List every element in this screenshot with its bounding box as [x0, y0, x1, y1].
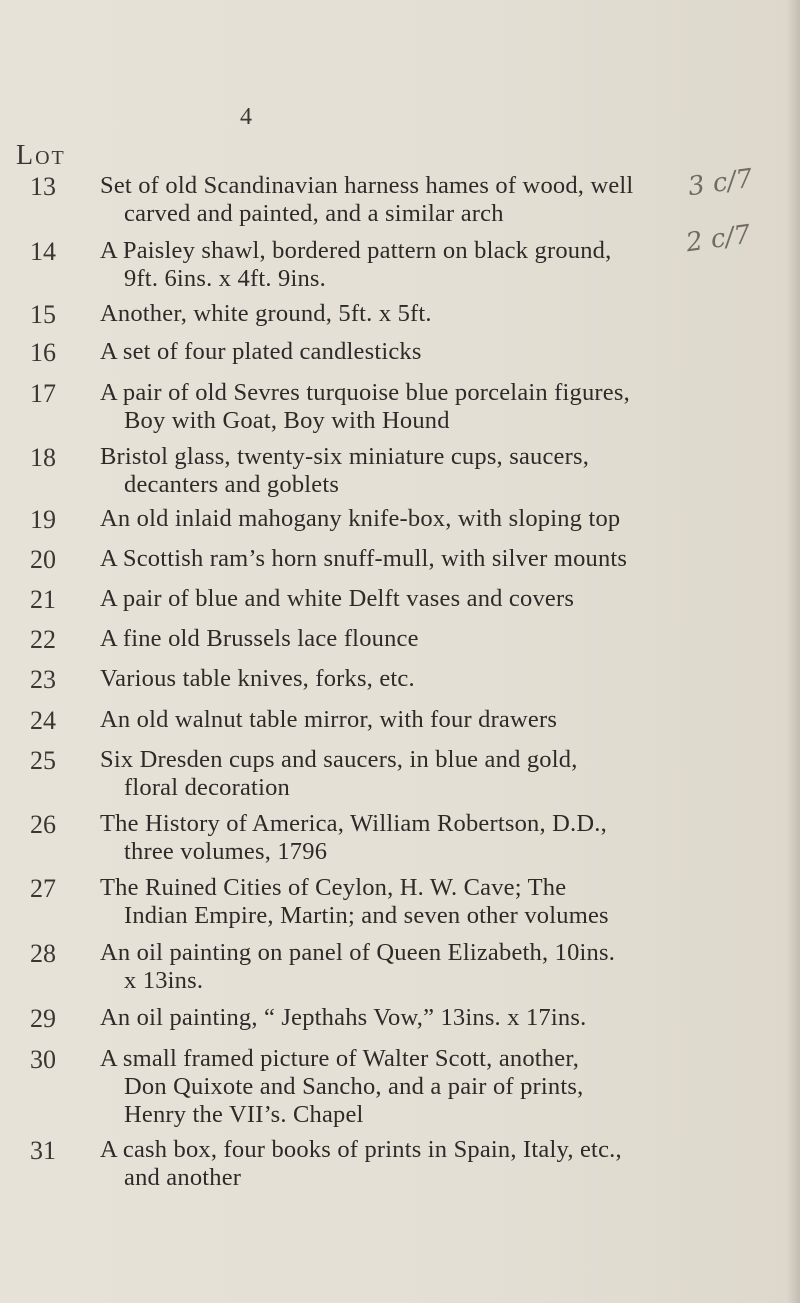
lot-description-line: A set of four plated candlesticks — [100, 338, 422, 365]
lot-number: 19 — [30, 505, 56, 534]
lot-number: 27 — [30, 874, 56, 903]
lot-description — [100, 585, 700, 613]
lot-number: 20 — [30, 545, 56, 574]
lot-description-line: 9ft. 6ins. x 4ft. 9ins. — [124, 265, 326, 292]
lot-description-line: A pair of old Sevres turquoise blue porcelain figures, — [100, 379, 630, 406]
lot-number: 30 — [30, 1045, 56, 1074]
page-edge-shadow — [786, 0, 800, 1303]
lot-number: 31 — [30, 1136, 56, 1165]
lot-description — [100, 810, 700, 866]
lot-description-line: An old walnut table mirror, with four drawers — [100, 706, 558, 733]
lot-number: 24 — [30, 706, 56, 735]
lot-description-line: floral decoration — [124, 774, 290, 801]
lot-description — [100, 379, 700, 435]
lot-description — [100, 1136, 700, 1192]
lot-number: 18 — [30, 443, 56, 472]
lot-description — [100, 1045, 700, 1129]
lot-description — [100, 939, 700, 995]
lot-description — [100, 545, 700, 573]
lot-description-line: An oil painting, “ Jepthahs Vow,” 13ins. x 17ins. — [100, 1004, 587, 1031]
lot-description-line: An oil painting on panel of Queen Elizabeth, 10ins. — [100, 939, 616, 966]
lot-description-line: Indian Empire, Martin; and seven other volumes — [124, 902, 609, 929]
lot-description-line: Set of old Scandinavian harness hames of wood, well — [100, 172, 634, 199]
lot-number: 28 — [30, 939, 56, 968]
lot-description-line: Henry the VII’s. Chapel — [124, 1101, 364, 1128]
lot-description — [100, 172, 700, 228]
lot-description-line: x 13ins. — [124, 967, 204, 994]
lot-description — [100, 338, 700, 366]
lot-description-line: three volumes, 1796 — [124, 838, 328, 865]
lot-description-line: Don Quixote and Sancho, and a pair of prints, — [124, 1073, 584, 1100]
lot-description-line: Six Dresden cups and saucers, in blue and gold, — [100, 746, 578, 773]
lot-description — [100, 665, 700, 693]
lot-description-line: An old inlaid mahogany knife-box, with sloping top — [100, 505, 621, 532]
lot-description-line: A Paisley shawl, bordered pattern on black ground, — [100, 237, 612, 264]
lot-description — [100, 1004, 700, 1032]
lot-description-line: A small framed picture of Walter Scott, another, — [100, 1045, 580, 1072]
lot-description — [100, 505, 700, 533]
lot-number: 26 — [30, 810, 56, 839]
lot-number: 16 — [30, 338, 56, 367]
lot-description-line: Another, white ground, 5ft. x 5ft. — [100, 300, 432, 327]
lot-number: 17 — [30, 379, 56, 408]
lot-description-line: Bristol glass, twenty-six miniature cups, saucers, — [100, 443, 590, 470]
lot-number: 23 — [30, 665, 56, 694]
lot-column-heading: Lot — [16, 140, 66, 171]
lot-description-line: Various table knives, forks, etc. — [100, 665, 415, 692]
lot-number: 21 — [30, 585, 56, 614]
lot-description-line: carved and painted, and a similar arch — [124, 200, 504, 227]
lot-number: 15 — [30, 300, 56, 329]
lot-number: 29 — [30, 1004, 56, 1033]
lot-number: 14 — [30, 237, 56, 266]
handwritten-note-lot-14: 2 c/7 — [684, 219, 753, 259]
lot-description-line: A pair of blue and white Delft vases and covers — [100, 585, 575, 612]
lot-description-line: A cash box, four books of prints in Spain, Italy, etc., — [100, 1136, 622, 1163]
lot-description — [100, 300, 700, 328]
lot-description — [100, 746, 700, 802]
lot-description-line: The Ruined Cities of Ceylon, H. W. Cave; The — [100, 874, 567, 901]
lot-description — [100, 706, 700, 734]
lot-description — [100, 625, 700, 653]
lot-description-line: and another — [124, 1164, 242, 1191]
lot-description — [100, 874, 700, 930]
lot-number: 25 — [30, 746, 56, 775]
page-number: 4 — [240, 104, 252, 130]
lot-number: 13 — [30, 172, 56, 201]
handwritten-note-lot-13: 3 c/7 — [686, 163, 755, 203]
lot-description — [100, 443, 700, 499]
lot-number: 22 — [30, 625, 56, 654]
lot-description — [100, 237, 700, 293]
lot-description-line: Boy with Goat, Boy with Hound — [124, 407, 450, 434]
lot-description-line: A Scottish ram’s horn snuff-mull, with silver mounts — [100, 545, 628, 572]
lot-description-line: A fine old Brussels lace flounce — [100, 625, 419, 652]
lot-description-line: decanters and goblets — [124, 471, 340, 498]
lot-description-line: The History of America, William Robertson, D.D., — [100, 810, 607, 837]
